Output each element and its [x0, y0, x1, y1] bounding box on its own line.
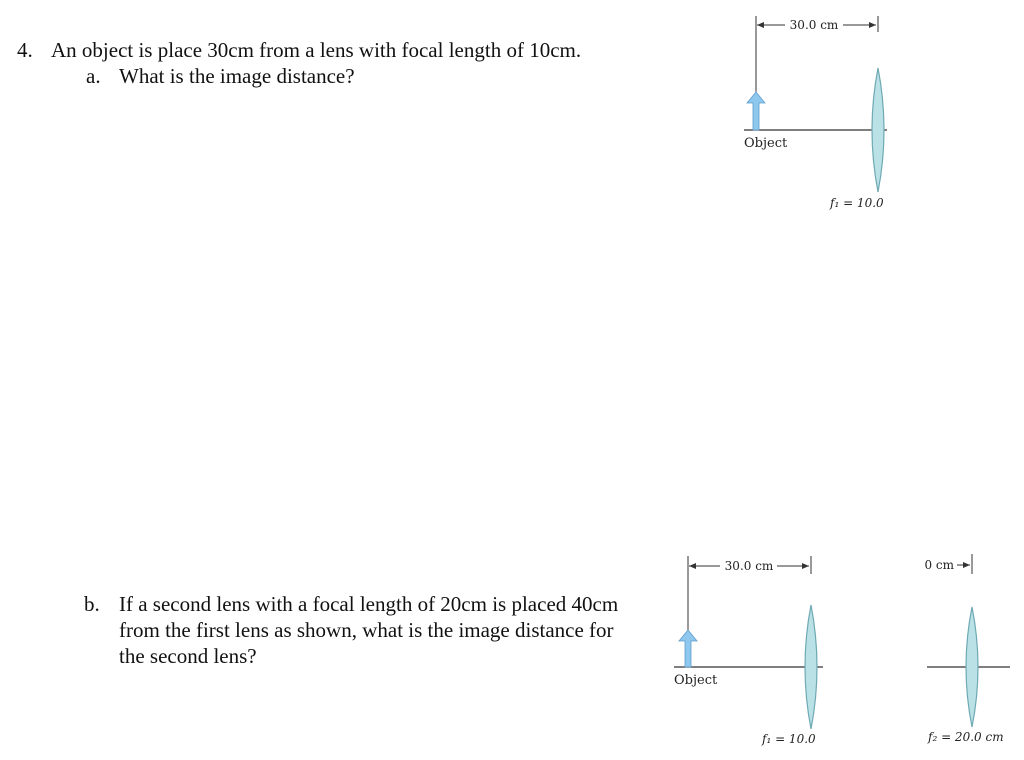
converging-lens-icon: [872, 68, 884, 192]
object-arrow-icon: [679, 630, 697, 667]
question-number: 4.: [17, 38, 33, 62]
focal-length-label: f₁ = 10.0: [830, 196, 884, 210]
part-b-letter: b.: [84, 592, 100, 616]
distance-label: 30.0 cm: [789, 18, 839, 32]
part-b-text: If a second lens with a focal length of 20cm is placed 40cm from the first lens as shown, what is the image distance for the second lens?: [119, 592, 619, 668]
converging-lens-2-icon: [966, 607, 978, 727]
part-a-letter: a.: [86, 64, 101, 88]
part-a-text: What is the image distance?: [119, 64, 355, 88]
object-arrow-icon: [747, 92, 765, 130]
focal-length-1-label: f₁ = 10.0: [762, 732, 816, 746]
question-text: An object is place 30cm from a lens with focal length of 10cm.: [51, 38, 582, 62]
focal-length-2-label: f₂ = 20.0 cm: [928, 730, 1004, 744]
two-lens-diagram: [660, 550, 1020, 755]
converging-lens-1-icon: [805, 605, 817, 729]
part-b: [84, 591, 624, 669]
second-distance-label: 0 cm: [924, 558, 954, 572]
object-label: Object: [674, 673, 718, 688]
single-lens-diagram: [730, 10, 910, 215]
distance-label: 30.0 cm: [724, 559, 774, 573]
object-label: Object: [744, 136, 788, 151]
